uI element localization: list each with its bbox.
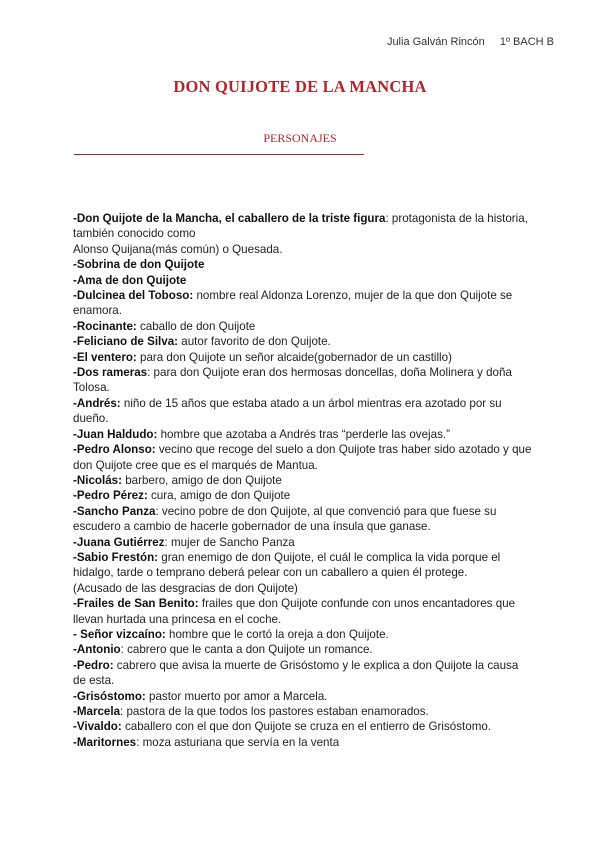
character-name: -Dos rameras (73, 366, 148, 380)
character-name: -El ventero: (73, 350, 137, 364)
character-entry (73, 627, 533, 642)
character-description: niño de 15 años que estaba atado a un árbol mientras era azotado por su dueño. (73, 396, 502, 426)
character-name: -Pedro Pérez: (73, 489, 148, 503)
character-description: : vecino pobre de don Quijote, al que convenció para que fuese su escudero a cambio de hacerle gobernador de una ínsula que ganase. (73, 504, 497, 534)
character-name: -Nicolás: (73, 473, 122, 487)
character-name: -Ama de don Quijote (73, 273, 187, 287)
character-name: -Sobrina de don Quijote (73, 258, 205, 272)
character-list (73, 211, 533, 750)
character-description: : pastora de la que todos los pastores estaban enamorados. (120, 705, 429, 718)
character-name: -Vivaldo: (73, 720, 122, 734)
character-entry (73, 704, 533, 719)
character-description: cabrero que avisa la muerte de Grisóstomo y le explica a don Quijote la causa de esta. (73, 658, 519, 688)
character-name: -Rocinante: (73, 319, 137, 333)
character-description: : cabrero que le canta a don Quijote un romance. (120, 643, 373, 657)
character-name: -Juana Gutiérrez (73, 535, 165, 549)
character-name: -Antonio (73, 643, 121, 657)
section-heading: PERSONAJES (263, 131, 337, 145)
character-name: -Grisóstomo: (73, 689, 146, 703)
character-description: : mujer de Sancho Panza (164, 535, 295, 549)
character-description: nombre real Aldonza Lorenzo, mujer de la que don Quijote se enamora. (73, 289, 513, 318)
character-name: -Sabio Frestón: (73, 550, 159, 564)
character-description: : protagonista de la historia, también conocido como (73, 212, 528, 241)
character-description: (Acusado de las desgracias de don Quijote) (73, 581, 298, 595)
character-name: -Maritornes (73, 735, 137, 749)
character-entry (73, 719, 533, 734)
character-name: -Frailes de San Benito: (73, 597, 199, 611)
character-name: -Dulcinea del Toboso: (73, 289, 194, 303)
character-entry (73, 427, 533, 442)
character-description: pastor muerto por amor a Marcela. (145, 689, 328, 703)
character-entry (73, 242, 533, 257)
character-description: caballo de don Quijote (136, 319, 256, 333)
character-entry (73, 442, 533, 473)
character-entry (73, 689, 533, 704)
character-entry (73, 596, 533, 627)
character-entry (73, 504, 533, 535)
character-name: - Señor vizcaíno: (73, 627, 166, 641)
character-description: : para don Quijote eran dos hermosas doncellas, doña Molinera y doña Tolosa. (73, 366, 512, 395)
character-entry (73, 288, 533, 319)
character-description: vecino que recoge del suelo a don Quijote tras haber sido azotado y que don Quijote cree que es el marqués de Mantua. (73, 443, 532, 472)
character-entry (73, 658, 533, 689)
character-description: barbero, amigo de don Quijote (121, 473, 282, 487)
page-header (387, 36, 554, 48)
heading-underline (74, 154, 364, 155)
character-name: -Marcela (73, 705, 121, 718)
character-name: -Pedro Alonso: (73, 443, 156, 457)
character-name: -Feliciano de Silva: (73, 335, 179, 349)
character-entry (73, 257, 533, 272)
character-entry (73, 550, 533, 581)
author-name: Julia Galván Rincón (386, 36, 485, 48)
character-description: hombre que azotaba a Andrés tras “perderle las ovejas.” (157, 427, 450, 441)
character-entry (73, 273, 533, 288)
character-entry (73, 334, 533, 349)
character-entry (73, 642, 533, 657)
character-name: -Don Quijote de la Mancha, el caballero de la triste figura (73, 212, 386, 225)
character-description: cura, amigo de don Quijote (147, 489, 291, 503)
character-entry (73, 581, 533, 596)
character-entry (73, 350, 533, 365)
character-entry (73, 319, 533, 334)
character-name: -Pedro: (73, 658, 114, 672)
character-entry (73, 735, 533, 750)
character-entry (73, 488, 533, 503)
course-label: 1º BACH B (499, 36, 554, 48)
character-name: -Juan Haldudo: (73, 427, 158, 441)
character-description: autor favorito de don Quijote. (178, 335, 331, 349)
character-description: frailes que don Quijote confunde con unos encantadores que llevan hurtada una princesa en el coche. (73, 597, 516, 626)
character-description: : moza asturiana que servía en la venta (136, 735, 340, 749)
character-entry (73, 211, 533, 242)
character-name: -Sancho Panza (73, 504, 156, 518)
document-title: DON QUIJOTE DE LA MANCHA (173, 77, 427, 96)
character-description: para don Quijote un señor alcaide(gobernador de un castillo) (136, 350, 452, 364)
character-description: Alonso Quijana(más común) o Quesada. (73, 242, 283, 256)
character-description: caballero con el que don Quijote se cruza en el entierro de Grisóstomo. (121, 720, 492, 734)
character-description: gran enemigo de don Quijote, el cuál le complica la vida porque el hidalgo, tarde o temprano deberá pelear con un caballero a quien él protege. (73, 550, 501, 580)
character-entry (73, 473, 533, 488)
character-name: -Andrés: (73, 396, 121, 410)
character-entry (73, 396, 533, 427)
character-entry (73, 365, 533, 396)
character-description: hombre que le cortó la oreja a don Quijote. (165, 627, 389, 641)
character-entry (73, 535, 533, 550)
